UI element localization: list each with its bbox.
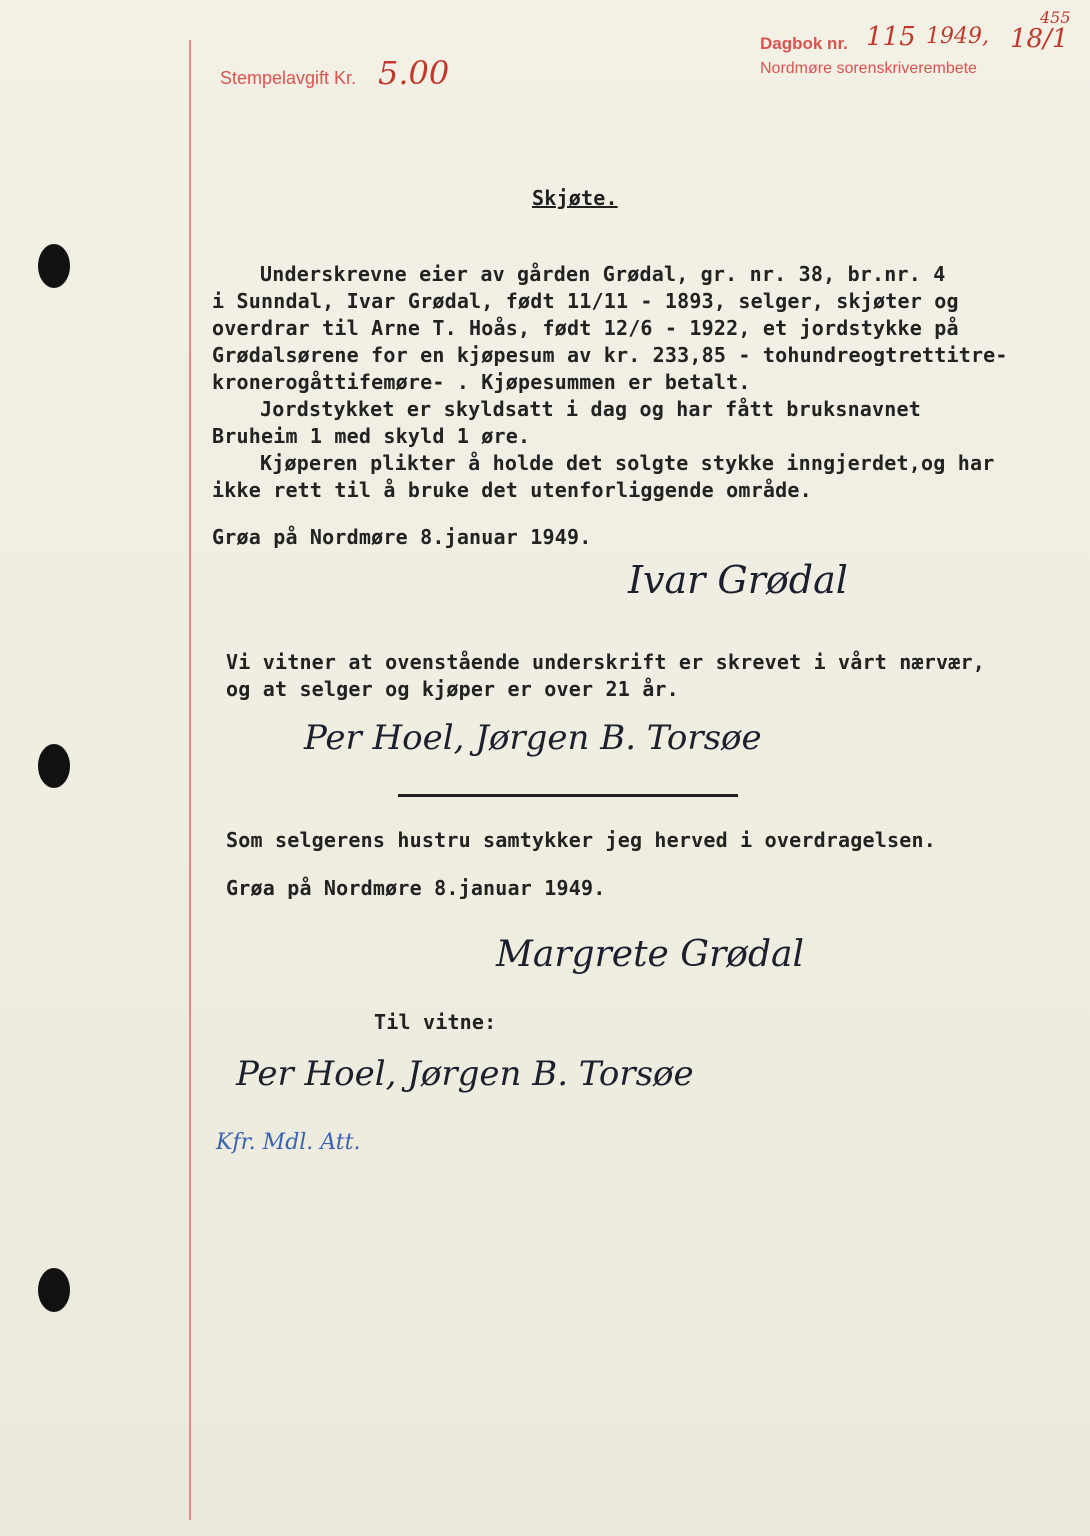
stamp-fee-value: 5.00 — [378, 54, 450, 92]
witness-line: og at selger og kjøper er over 21 år. — [226, 677, 679, 701]
signature-witnesses: Per Hoel, Jørgen B. Torsøe — [236, 1054, 694, 1094]
body-line: ikke rett til å bruke det utenforliggende område. — [212, 478, 812, 502]
punch-hole — [38, 244, 70, 288]
witness-line: Vi vitner at ovenstående underskrift er skrevet i vårt nærvær, — [226, 650, 985, 674]
body-line: Bruheim 1 med skyld 1 øre. — [212, 424, 531, 448]
punch-hole — [38, 744, 70, 788]
place-date: Grøa på Nordmøre 8.januar 1949. — [212, 525, 592, 549]
journal-number: 115 — [866, 22, 916, 52]
margin-rule — [189, 40, 191, 1520]
journal-year: 1949, — [926, 24, 989, 49]
to-witness-label: Til vitne: — [374, 1010, 497, 1034]
document-title: Skjøte. — [532, 186, 618, 210]
signature-seller: Ivar Grødal — [628, 558, 848, 602]
place-date: Grøa på Nordmøre 8.januar 1949. — [226, 876, 606, 900]
body-line: kronerogåttifemøre- . Kjøpesummen er betalt. — [212, 370, 751, 394]
journal-label: Dagbok nr. — [760, 34, 848, 53]
body-line: Grødalsørene for en kjøpesum av kr. 233,85 - tohundreogtrettitre- — [212, 343, 1008, 367]
stamp-fee-label: Stempelavgift Kr. — [220, 68, 357, 88]
body-line: Kjøperen plikter å holde det solgte stykke inngjerdet,og har — [260, 451, 995, 475]
signature-witnesses: Per Hoel, Jørgen B. Torsøe — [304, 718, 762, 758]
page-number: 455 — [1040, 8, 1071, 27]
body-line: Underskrevne eier av gården Grødal, gr. nr. 38, br.nr. 4 — [260, 262, 946, 286]
signature-spouse: Margrete Grødal — [496, 934, 804, 975]
body-line: Jordstykket er skyldsatt i dag og har fått bruksnavnet — [260, 397, 922, 421]
margin-note: Kfr. Mdl. Att. — [216, 1130, 361, 1155]
body-line: overdrar til Arne T. Hoås, født 12/6 - 1922, et jordstykke på — [212, 316, 959, 340]
body-line: i Sunndal, Ivar Grødal, født 11/11 - 1893, selger, skjøter og — [212, 289, 959, 313]
divider — [398, 794, 738, 797]
consent-line: Som selgerens hustru samtykker jeg herved i overdragelsen. — [226, 828, 936, 852]
journal-extra: 18/1 — [1010, 24, 1069, 54]
office-stamp: Nordmøre sorenskriverembete — [760, 60, 977, 77]
punch-hole — [38, 1268, 70, 1312]
